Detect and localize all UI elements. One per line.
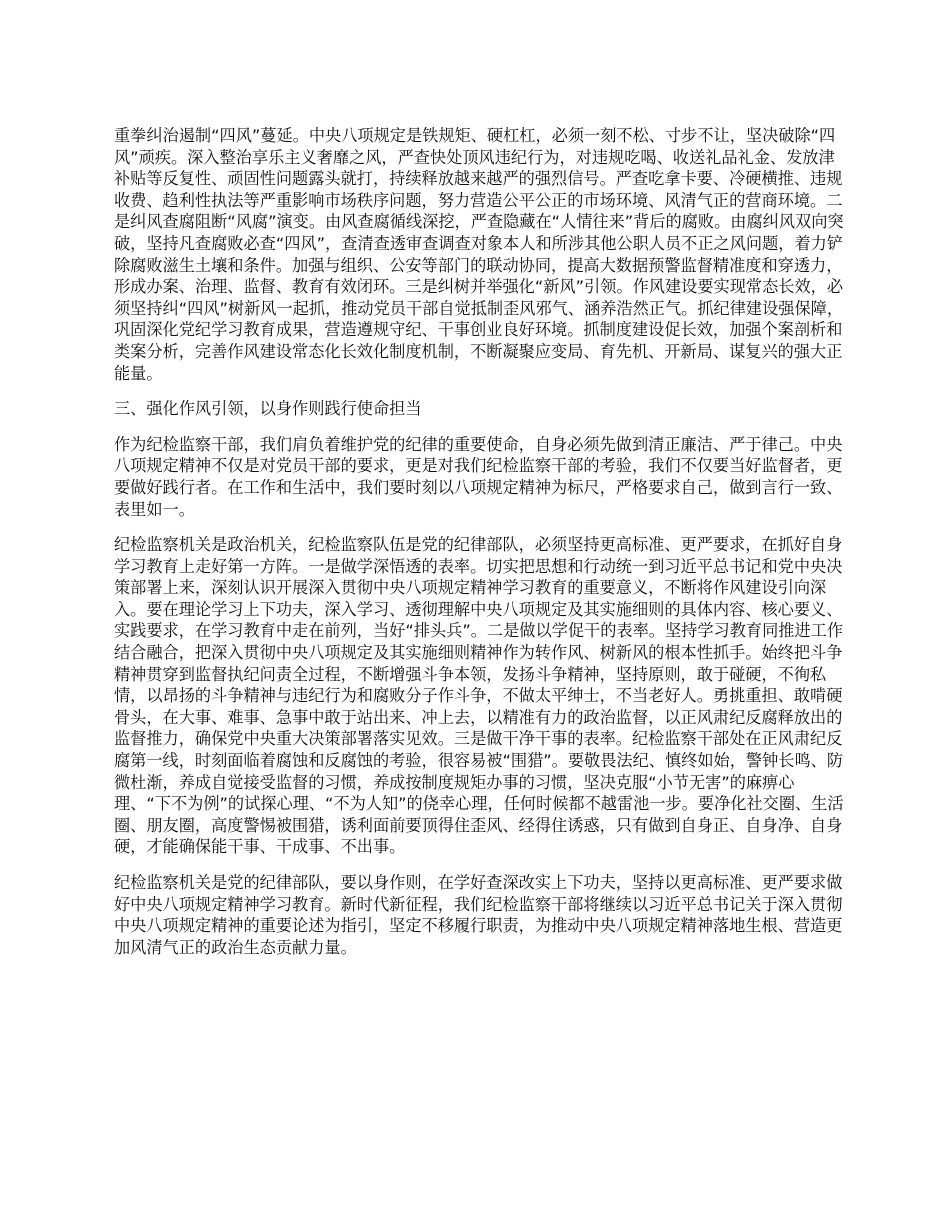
section-heading: 三、强化作风引领，以身作则践行使命担当 (114, 399, 422, 419)
paragraph-3: 纪检监察机关是政治机关，纪检监察队伍是党的纪律部队，必须坚持更高标准、更严要求，在抓好自身学习教育上走好第一方阵。一是做学深悟透的表率。切实把思想和行动统一到习近平总书记和党中央决策部署上来，深刻认识开展深入贯彻中央八项规定精神学习教育的重要意义，不断将作风建设引向深入。要在理论学习上下功夫，深入学习、透彻理解中央八项规定及其实施细则的具体内容、核心要义、实践要求，在学习教育中走在前列，当好“排头兵”。二是做以学促干的表率。坚持学习教育同推进工作结合融合，把深入贯彻中央八项规定及其实施细则精神作为转作风、树新风的根本性抓手。始终把斗争精神贯穿到监督执纪问责全过程，不断增强斗争本领，发扬斗争精神，坚持原则，敢于碰硬，不徇私情，以昂扬的斗争精神与违纪行为和腐败分子作斗争，不做太平绅士，不当老好人。勇挑重担、敢啃硬骨头，在大事、难事、急事中敢于站出来、冲上去，以精准有力的政治监督，以正风肃纪反腐释放出的监督推力，确保党中央重大决策部署落实见效。三是做干净干事的表率。纪检监察干部处在正风肃纪反腐第一线，时刻面临着腐蚀和反腐蚀的考验，很容易被“围猎”。要敬畏法纪、慎终如始，警钟长鸣、防微杜渐，养成自觉接受监督的习惯，养成按制度规矩办事的习惯，坚决克服“小节无害”的麻痹心理、“下不为例”的试探心理、“不为人知”的侥幸心理，任何时候都不越雷池一步。要净化社交圈、生活圈、朋友圈，高度警惕被围猎，诱利面前要顶得住歪风、经得住诱惑，只有做到自身正、自身净、自身硬，才能确保能干事、干成事、不出事。 (114, 535, 844, 857)
document-page (114, 125, 844, 972)
paragraph-2: 作为纪检监察干部，我们肩负着维护党的纪律的重要使命，自身必须先做到清正廉洁、严于律己。中央八项规定精神不仅是对党员干部的要求，更是对我们纪检监察干部的考验，我们不仅要当好监督者，更要做好践行者。在工作和生活中，我们要时刻以八项规定精神为标尺，严格要求自己，做到言行一致、表里如一。 (114, 434, 843, 519)
paragraph-1: 重拳纠治遏制“四风”蔓延。中央八项规定是铁规矩、硬杠杠，必须一刻不松、寸步不让，坚决破除“四风”顽疾。深入整治享乐主义奢靡之风，严查快处顶风违纪行为，对违规吃喝、收送礼品礼金、发放津补贴等反复性、顽固性问题露头就打，持续释放越来越严的强烈信号。严查吃拿卡要、冷硬横推、违规收费、趋利性执法等严重影响市场秩序问题，努力营造公平公正的市场环境、风清气正的营商环境。二是纠风查腐阻断“风腐”演变。由风查腐循线深挖，严查隐藏在“人情往来”背后的腐败。由腐纠风双向突破，坚持凡查腐败必查“四风”，查清查透审查调查对象本人和所涉其他公职人员不正之风问题，着力铲除腐败滋生土壤和条件。加强与组织、公安等部门的联动协同，提高大数据预警监督精准度和穿透力，形成办案、治理、监督、教育有效闭环。三是纠树并举强化“新风”引领。作风建设要实现常态长效，必须坚持纠“四风”树新风一起抓，推动党员干部自觉抵制歪风邪气、涵养浩然正气。抓纪律建设强保障，巩固深化党纪学习教育成果，营造遵规守纪、干事创业良好环境。抓制度建设促长效，加强个案剖析和类案分析，完善作风建设常态化长效化制度机制，不断凝聚应变局、育先机、开新局、谋复兴的强大正能量。 (114, 126, 844, 383)
paragraph-4: 纪检监察机关是党的纪律部队，要以身作则，在学好查深改实上下功夫，坚持以更高标准、更严要求做好中央八项规定精神学习教育。新时代新征程，我们纪检监察干部将继续以习近平总书记关于深入贯彻中央八项规定精神的重要论述为指引，坚定不移履行职责，为推动中央八项规定精神落地生根、营造更加风清气正的政治生态贡献力量。 (114, 873, 843, 957)
